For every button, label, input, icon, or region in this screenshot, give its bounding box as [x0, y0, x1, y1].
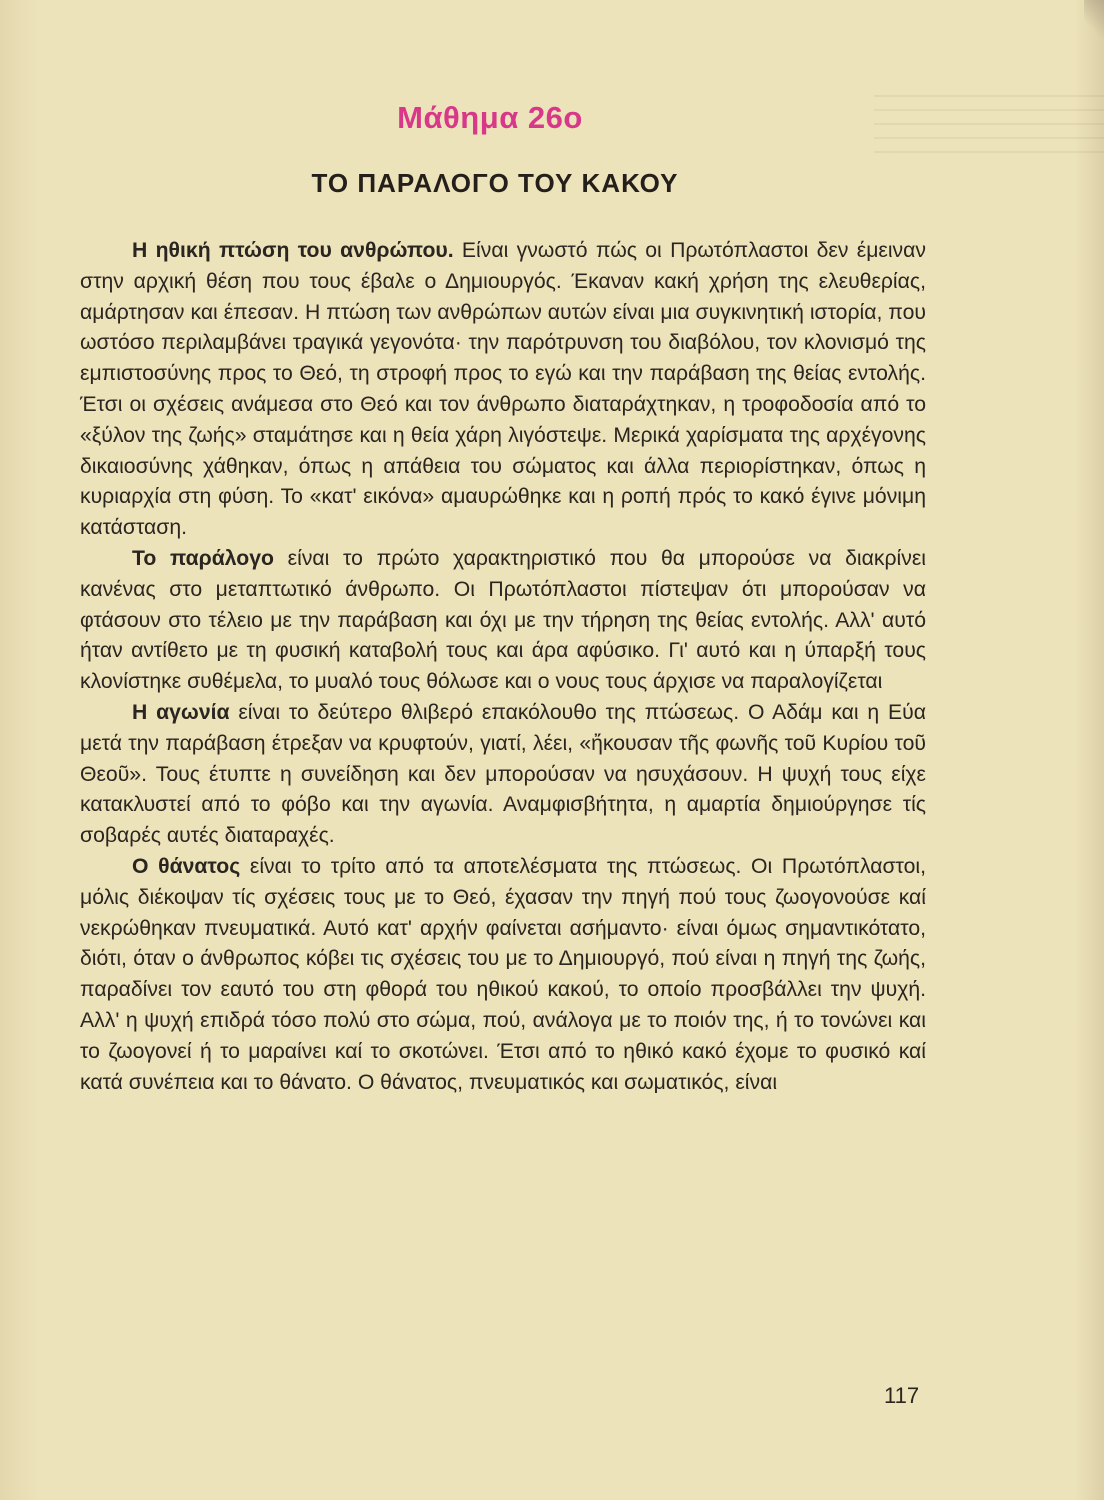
paragraph-text: είναι το δεύτερο θλιβερό επακόλουθο της πτώσεως. Ο Αδάμ και η Εύα μετά την παράβαση έτρεξαν να κρυφτούν, γιατί, λέει, «ἤκουσαν τῆς φωνῆς τοῦ Κυρίου τοῦ Θεοῦ». Τους έτυπτε η συνείδηση και δεν μπορούσαν να ησυχάσουν. Η ψυχή τους είχε κατακλυστεί από το φόβο και την αγωνία. Αναμφισβήτητα, η αμαρτία δημιούργησε τίς σοβαρές αυτές διαταραχές.	[80, 700, 927, 848]
lesson-title: ΤΟ ΠΑΡΑΛΟΓΟ ΤΟΥ ΚΑΚΟΥ	[311, 168, 679, 198]
page-corner-fold	[1084, 0, 1104, 40]
paragraph-anguish	[80, 698, 926, 852]
lesson-body	[80, 236, 926, 1098]
lesson-number-heading: Μάθημα 26ο	[397, 100, 583, 135]
paragraph-moral-fall	[80, 236, 926, 544]
paragraph-absurd	[80, 544, 926, 698]
paragraph-text: είναι το τρίτο από τα αποτελέσματα της πτώσεως. Οι Πρωτόπλαστοι, μόλις διέκοψαν τίς σχέσεις τους με το Θεό, έχασαν την πηγή πού τους ζωογονούσε καί νεκρώθηκαν πνευματικά. Αυτό κατ' αρχήν φαίνεται ασήμαντο· είναι όμως σημαντικότατο, διότι, όταν ο άνθρωπος κόβει τις σχέσεις του με το Δημιουργό, πού είναι η πηγή της ζωής, παραδίνει τον εαυτό του στη φθορά του ηθικού κακού, το οποίο προσβάλλει την ψυχή. Αλλ' η ψυχή επιδρά τόσο πολύ στο σώμα, πού, ανάλογα με το ποιόν της, ή το τονώνει και το ζωογονεί ή το μαραίνει καί το σκοτώνει. Έτσι από το ηθικό κακό έχομε το φυσικό καί κατά συνέπεια και το θάνατο. Ο θάνατος, πνευματικός και σωματικός, είναι	[80, 854, 927, 1094]
paragraph-lead: Το παράλογο	[132, 546, 274, 570]
paragraph-text: Είναι γνωστό πώς οι Πρωτόπλαστοι δεν έμειναν στην αρχική θέση που τους έβαλε ο Δημιουργός. Έκαναν κακή χρήση της ελευθερίας, αμάρτησαν και έπεσαν. Η πτώση των ανθρώπων αυτών είναι μια συγκινητική ιστορία, που ωστόσο περιλαμβάνει τραγικά γεγονότα· την παρότρυνση του διαβόλου, τον κλονισμό της εμπιστοσύνης προς το Θεό, τη στροφή προς το εγώ και την παράβαση της θείας εντολής. Έτσι οι σχέσεις ανάμεσα στο Θεό και τον άνθρωπο διαταράχτηκαν, η τροφοδοσία από το «ξύλον της ζωής» σταμάτησε και η θεία χάρη λιγόστεψε. Μερικά χαρίσματα της αρχέγονης δικαιοσύνης χάθηκαν, όπως η απάθεια του σώματος και άλλα περιορίστηκαν, όπως η κυριαρχία στη φύση. Το «κατ' εικόνα» αμαυρώθηκε και η ροπή πρός το κακό έγινε μόνιμη κατάσταση.	[80, 239, 926, 540]
paragraph-death	[80, 852, 926, 1098]
paragraph-lead: Η ηθική πτώση του ανθρώπου.	[132, 239, 454, 262]
paragraph-text: είναι το πρώτο χαρακτηριστικό που θα μπορούσε να διακρίνει κανένας στο μεταπτωτικό άνθρωπο. Οι Πρωτόπλαστοι πίστεψαν ότι μπορούσαν να φτάσουν στο τέλειο με την παράβαση και όχι με την τήρηση της θείας εντολής. Αλλ' αυτό ήταν αντίθετο με τη φυσική καταβολή τους και άρα αφύσικο. Γι' αυτό και η ύπαρξή τους κλονίστηκε συθέμελα, το μυαλό τους θόλωσε και ο νους τους άρχισε να παραλογίζεται	[80, 546, 926, 694]
paragraph-lead: Ο θάνατος	[132, 854, 241, 878]
paragraph-lead: Η αγωνία	[132, 700, 230, 724]
page-number: 117	[884, 1383, 920, 1408]
